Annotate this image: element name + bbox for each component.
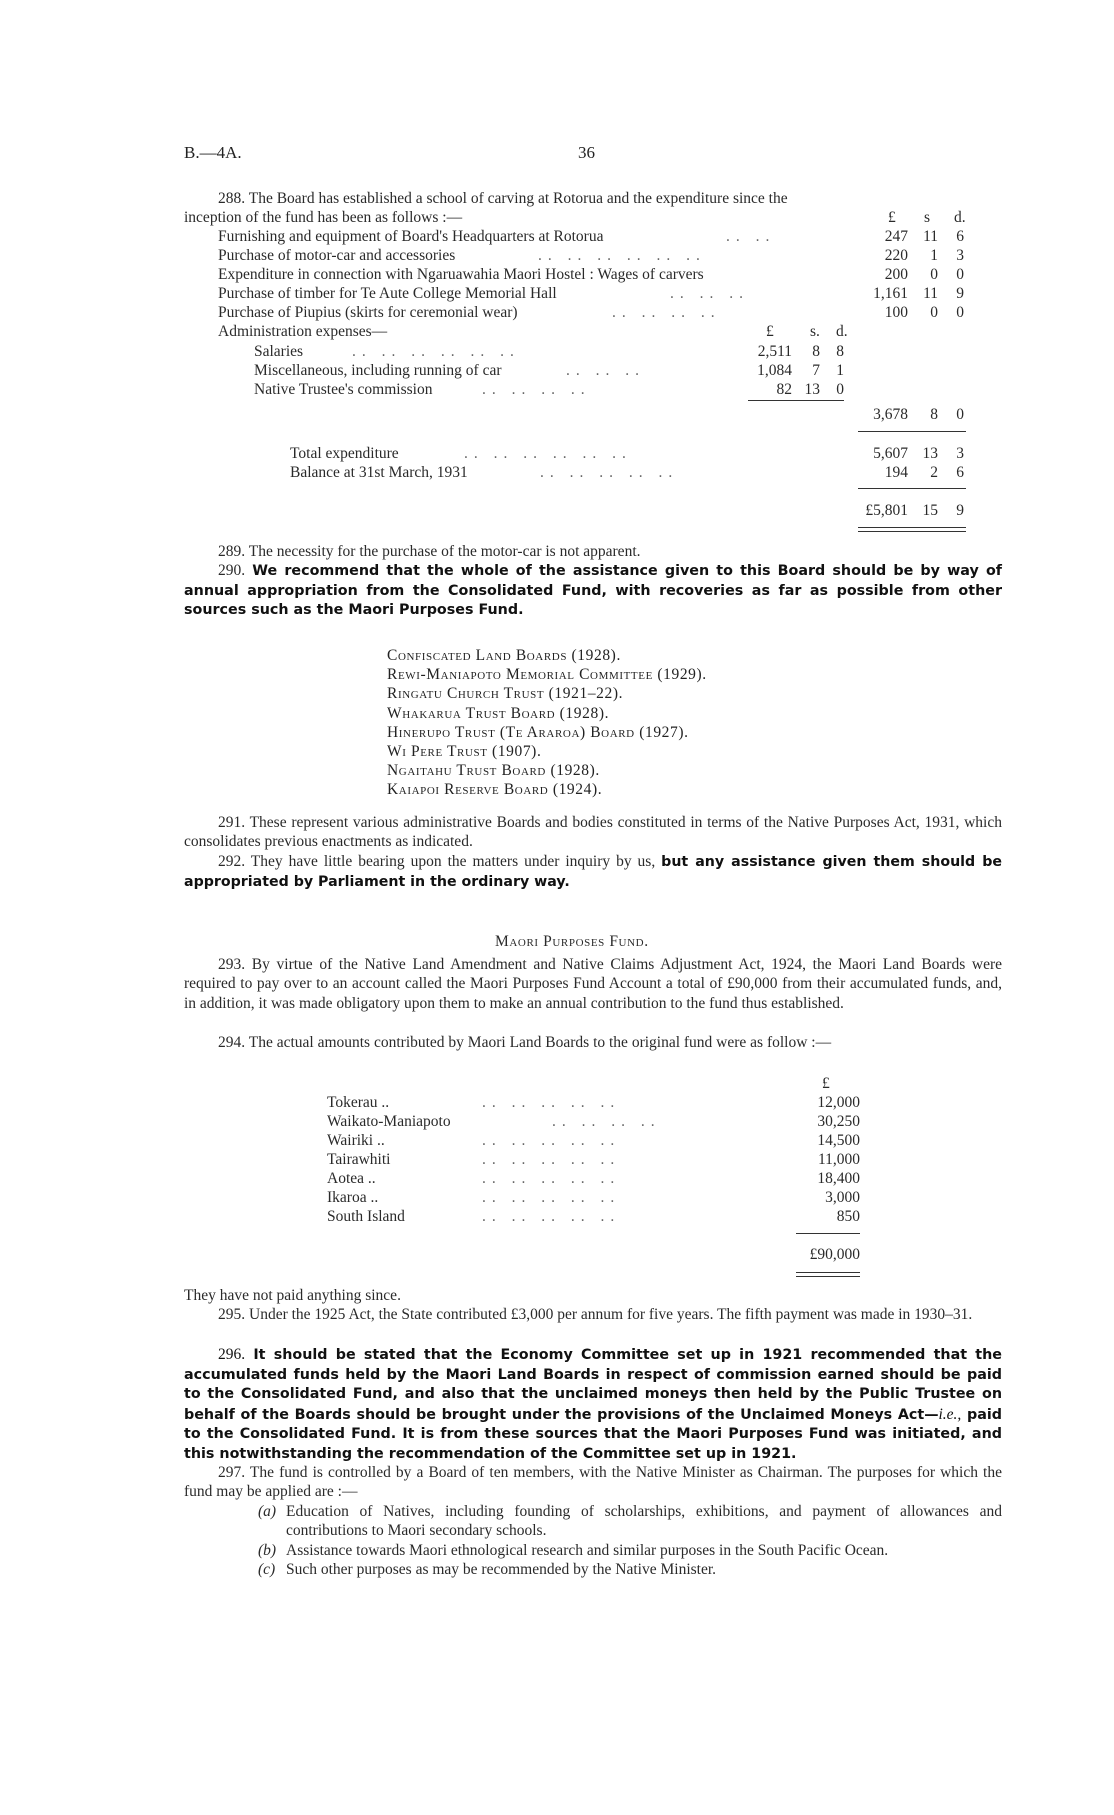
para-292 [184,852,1002,893]
admin-item-pence: 0 [836,381,844,398]
page-number: 36 [578,143,595,162]
para-290-recommendation: We recommend that the whole of the assistance given to this Board should be by way of annual appropriation from the Consolidated Fund, with recoveries as far as possible from other sources such as the Maori Purposes Fund. [184,563,1003,619]
boards-list [387,646,707,800]
currency-header: £ [822,1075,830,1092]
leader-dots: .. .. .. .. [612,304,721,321]
board-name: Tokerau .. [327,1094,390,1111]
report-series-code: B.—4A. [184,143,242,162]
grand-total-rule-double-a [858,527,966,528]
purposes-list [258,1502,1002,1580]
admin-subtotal-rule [748,400,844,401]
col-shillings-header: s [924,209,931,226]
para-296 [184,1345,1002,1465]
contributions-total-rule [796,1233,860,1234]
admin-total-shillings: 8 [930,406,938,423]
purpose-item [258,1541,1002,1560]
contributions-total-double-a [796,1272,860,1273]
contribution-amount: 850 [836,1208,860,1225]
grand-total-rule-top [858,488,966,489]
admin-col-pounds: £ [766,323,774,340]
admin-item-pence: 8 [836,343,844,360]
leader-dots: .. .. [726,228,776,245]
admin-col-shillings: s. [810,323,820,340]
admin-item-shillings: 7 [812,362,820,379]
balance-label: Balance at 31st March, 1931 [290,464,468,481]
item-pence: 0 [956,304,964,321]
admin-label: Administration expenses— [218,323,388,340]
para-297-text: 297. The fund is controlled by a Board of ten members, with the Native Minister as Chairman. The purposes for which the fund may be applied are :— [184,1464,1002,1501]
para-296-text-b: paid to the Consolidated Fund. It is from these sources that the Maori Purposes Fund was initiated, and this notwithstanding the recommendation of the Committee set up in 1921. [184,1406,1003,1462]
para-294 [184,1033,1002,1052]
para-291-text: 291. These represent various administrative Boards and bodies constituted in terms of the Native Purposes Act, 1931, which consolidates previous enactments as indicated. [184,814,1002,851]
contributions-total-double-b [796,1276,860,1277]
purpose-text: Education of Natives, including founding of scholarships, exhibitions, and payment of allowances and contributions to Maori secondary schools. [286,1503,1002,1540]
para-292-lead: 292. They have little bearing upon the matters under inquiry by us, [218,853,656,870]
admin-item-pounds: 82 [776,381,792,398]
item-pence: 0 [956,266,964,283]
purpose-mark: (a) [258,1503,277,1520]
item-label: Expenditure in connection with Ngaruawahia Maori Hostel : Wages of carvers [218,266,704,283]
item-pounds: 247 [884,228,908,245]
admin-item-label: Miscellaneous, including running of car [254,362,502,379]
board-name: Tairawhiti [327,1151,391,1168]
para-288-line1: 288. The Board has established a school of carving at Rotorua and the expenditure since the [218,190,788,207]
leader-dots: .. .. .. .. .. [482,1132,621,1149]
item-label: Purchase of timber for Te Aute College Memorial Hall [218,285,557,302]
contribution-amount: 18,400 [817,1170,860,1187]
col-pounds-header: £ [888,209,896,226]
contributions-total: £90,000 [809,1246,860,1263]
para-292-recommendation: but any assistance given them should be appropriated by Parliament in the ordinary way. [184,854,1003,891]
item-pounds: 100 [884,304,908,321]
total-rule [858,431,966,432]
leader-dots: .. .. .. .. .. .. [538,247,706,264]
para-296-number: 296. [218,1346,246,1363]
purpose-item [258,1502,1002,1541]
item-shillings: 1 [930,247,938,264]
para-289: 289. The necessity for the purchase of the motor-car is not apparent. [218,543,641,560]
board-item: Ngaitahu Trust Board (1928). [387,762,600,780]
total-expenditure-label: Total expenditure [290,445,399,462]
purpose-item [258,1560,1002,1579]
board-item: Ringatu Church Trust (1921–22). [387,685,624,703]
contribution-amount: 11,000 [817,1151,860,1168]
board-item: Wi Pere Trust (1907). [387,743,542,761]
total-shillings: 13 [922,445,938,462]
purpose-text: Such other purposes as may be recommended by the Native Minister. [286,1561,717,1579]
para-293-text: 293. By virtue of the Native Land Amendment and Native Claims Adjustment Act, 1924, the Maori Land Boards were required to pay over to an account called the Maori Purposes Fund Account a total of £90,000 from their accumulated funds, and, in addition, it was made obligatory upon them to make an annual contribution to the fund thus established. [184,956,1002,1012]
leader-dots: .. .. .. .. .. [482,1189,621,1206]
admin-item-label: Native Trustee's commission [254,381,433,398]
item-pounds: 220 [884,247,908,264]
leader-dots: .. .. .. [670,285,749,302]
item-pence: 6 [956,228,964,245]
grand-total-rule-double-b [858,531,966,532]
balance-shillings: 2 [930,464,938,481]
board-name: South Island [327,1208,405,1225]
para-290-number: 290. [218,562,246,579]
admin-item-pounds: 1,084 [757,362,792,379]
item-pence: 9 [956,285,964,302]
item-shillings: 0 [930,304,938,321]
contribution-amount: 30,250 [817,1113,860,1130]
purpose-mark: (b) [258,1541,277,1559]
board-item: Kaiapoi Reserve Board (1924). [387,781,603,799]
admin-item-pence: 1 [836,362,844,379]
admin-item-shillings: 8 [812,343,820,360]
admin-item-label: Salaries [254,343,304,360]
leader-dots: .. .. .. .. .. .. [464,445,632,462]
para-294-end: They have not paid anything since. [184,1287,401,1304]
leader-dots: .. .. .. .. .. .. [352,343,520,360]
para-296-italic: i.e., [938,1405,962,1423]
item-pence: 3 [956,247,964,264]
board-item: Whakarua Trust Board (1928). [387,704,610,722]
admin-col-pence: d. [836,323,848,340]
board-item: Hinerupo Trust (Te Araroa) Board (1927). [387,723,689,741]
admin-total-pence: 0 [956,406,964,423]
leader-dots: .. .. .. .. [482,381,591,398]
contribution-amount: 3,000 [825,1189,860,1206]
leader-dots: .. .. .. .. [552,1113,661,1130]
board-name: Waikato-Maniapoto [327,1113,451,1130]
para-290 [184,561,1002,621]
board-item: Confiscated Land Boards (1928). [387,647,621,664]
total-pence: 3 [956,445,964,462]
section-title: Maori Purposes Fund. [495,933,649,950]
item-shillings: 0 [930,266,938,283]
item-pounds: 1,161 [873,285,908,302]
item-label: Furnishing and equipment of Board's Headquarters at Rotorua [218,228,604,245]
item-pounds: 200 [884,266,908,283]
grand-total-pence: 9 [956,502,964,519]
item-shillings: 11 [923,285,938,302]
board-item: Rewi-Maniapoto Memorial Committee (1929). [387,666,707,684]
balance-pence: 6 [956,464,964,481]
leader-dots: .. .. .. .. .. [482,1151,621,1168]
board-name: Wairiki .. [327,1132,385,1149]
grand-total-shillings: 15 [922,502,938,519]
item-shillings: 11 [923,228,938,245]
balance-pounds: 194 [884,464,908,481]
leader-dots: .. .. .. .. .. [482,1170,621,1187]
contribution-amount: 14,500 [817,1132,860,1149]
admin-item-shillings: 13 [804,381,820,398]
leader-dots: .. .. .. .. .. [482,1208,621,1225]
admin-item-pounds: 2,511 [757,343,792,360]
leader-dots: .. .. .. .. .. [482,1094,621,1111]
purpose-text: Assistance towards Maori ethnological research and similar purposes in the South Pacific Ocean. [286,1541,889,1559]
board-name: Ikaroa .. [327,1189,379,1206]
para-297 [184,1463,1002,1502]
contribution-amount: 12,000 [817,1094,860,1111]
total-pounds: 5,607 [873,445,908,462]
leader-dots: .. .. .. .. .. [540,464,679,481]
leader-dots: .. .. .. [566,362,645,379]
para-296-text-a: It should be stated that the Economy Committee set up in 1921 recommended that the accumulated funds held by the Maori Land Boards in respect of commission earned should be paid to the Consolidated Fund, and also that the unclaimed moneys then held by the Public Trustee on behalf of the Boards should be brought under the provisions of the Unclaimed Moneys Act— [184,1347,1002,1423]
para-295-text: 295. Under the 1925 Act, the State contributed £3,000 per annum for five years. The fifth payment was made in 1930–31. [218,1306,973,1323]
col-pence-header: d. [954,209,966,226]
purpose-mark: (c) [258,1561,276,1579]
para-293 [184,955,1002,1013]
admin-total-pounds: 3,678 [873,406,908,423]
grand-total-pounds: £5,801 [865,502,908,519]
board-name: Aotea .. [327,1170,376,1187]
para-295 [184,1305,1002,1324]
para-288-line2: inception of the fund has been as follows :— [184,209,463,226]
para-294-text: 294. The actual amounts contributed by Maori Land Boards to the original fund were as follow :— [218,1034,832,1051]
para-291 [184,813,1002,852]
item-label: Purchase of Piupius (skirts for ceremonial wear) [218,304,518,321]
item-label: Purchase of motor-car and accessories [218,247,456,264]
